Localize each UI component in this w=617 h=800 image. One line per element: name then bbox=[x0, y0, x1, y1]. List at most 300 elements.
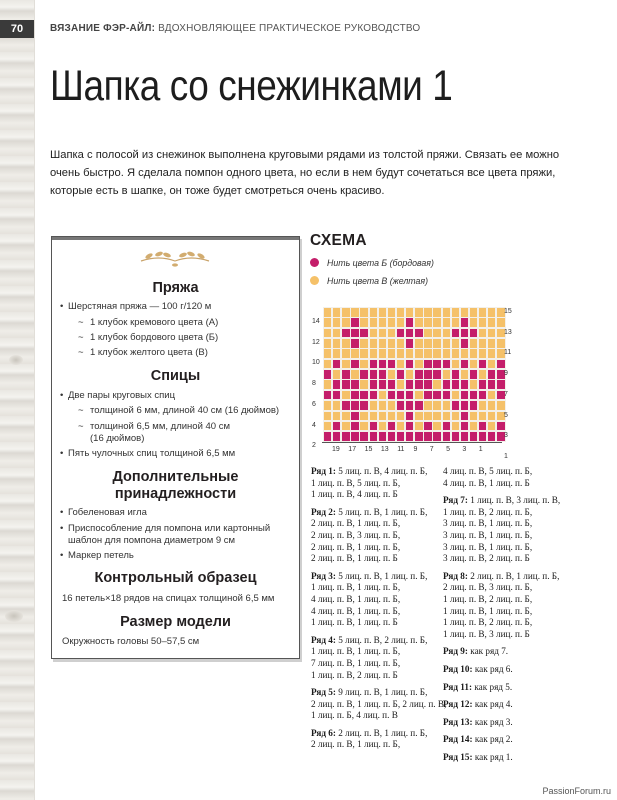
chart-cell bbox=[341, 431, 350, 442]
chart-cell bbox=[350, 328, 359, 339]
chart-cell bbox=[341, 348, 350, 359]
row-instruction-line: 4 лиц. п. В, 1 лиц. п. Б, bbox=[311, 593, 401, 604]
chart-cell bbox=[323, 400, 332, 411]
chart-cell bbox=[332, 421, 341, 432]
chart-cell bbox=[460, 411, 469, 422]
chart-cell bbox=[405, 348, 414, 359]
chart-cell bbox=[487, 338, 496, 349]
chart-cell bbox=[350, 359, 359, 370]
chart-row-label: 11 bbox=[504, 349, 512, 357]
yarn-main: • Шерстяная пряжа — 100 г/120 м bbox=[68, 301, 211, 313]
chart-cell bbox=[405, 400, 414, 411]
chart-cell bbox=[460, 328, 469, 339]
row-instruction-line: 1 лиц. п. В, 2 лиц. п. Б, bbox=[443, 593, 533, 604]
needles-dpn: • Пять чулочных спиц толщиной 6,5 мм bbox=[68, 448, 235, 460]
row-instruction-line: 7 лиц. п. В, 1 лиц. п. Б, bbox=[311, 657, 401, 668]
yarn-heading: Пряжа bbox=[152, 280, 199, 296]
row-instruction-line: Ряд 15: как ряд 1. bbox=[443, 751, 513, 762]
chart-cell bbox=[460, 338, 469, 349]
chart-cell bbox=[332, 400, 341, 411]
chart-cell bbox=[442, 369, 451, 380]
chart-cell bbox=[378, 369, 387, 380]
row-instruction-line: Ряд 2: 5 лиц. п. В, 1 лиц. п. Б, bbox=[311, 506, 428, 517]
chart-cell bbox=[496, 338, 505, 349]
chart-cell bbox=[432, 400, 441, 411]
row-instruction-line: 3 лиц. п. В, 2 лиц. п. Б bbox=[443, 553, 530, 564]
chart-col-label: 9 bbox=[413, 446, 418, 453]
chart-cell bbox=[414, 421, 423, 432]
chart-cell bbox=[414, 390, 423, 401]
chart-cell bbox=[378, 379, 387, 390]
chart-cell bbox=[414, 348, 423, 359]
chart-cell bbox=[323, 328, 332, 339]
chart-cell bbox=[478, 307, 487, 318]
chart-cell bbox=[387, 400, 396, 411]
chart-cell bbox=[469, 379, 478, 390]
chart-row-label: 7 bbox=[504, 390, 508, 398]
chart-row-label: 13 bbox=[504, 328, 512, 336]
chart-cell bbox=[469, 369, 478, 380]
leaf-ornament-icon bbox=[135, 247, 215, 269]
chart-cell bbox=[341, 369, 350, 380]
chart-cell bbox=[359, 369, 368, 380]
row-instruction-line: 1 лиц. п. В, 4 лиц. п. Б bbox=[311, 489, 398, 500]
chart-cell bbox=[423, 390, 432, 401]
chart-row-label: 4 bbox=[312, 421, 316, 429]
chart-cell bbox=[378, 359, 387, 370]
chart-col-label: 17 bbox=[348, 446, 357, 453]
chart-cell bbox=[432, 307, 441, 318]
chart-cell bbox=[369, 400, 378, 411]
chart-cell bbox=[442, 307, 451, 318]
chart-cell bbox=[378, 431, 387, 442]
row-instruction-line: Ряд 9: как ряд 7. bbox=[443, 646, 509, 657]
chart-cell bbox=[396, 421, 405, 432]
chart-cell bbox=[359, 348, 368, 359]
chart-cell bbox=[396, 338, 405, 349]
chart-cell bbox=[451, 317, 460, 328]
chart-row-label: 2 bbox=[312, 442, 316, 450]
chart-cell bbox=[341, 411, 350, 422]
chart-cell bbox=[378, 348, 387, 359]
row-instruction-line: 1 лиц. п. В, 1 лиц. п. Б bbox=[311, 617, 398, 628]
needles-item: ~ толщиной 6 мм, длиной 40 см (16 дюймов) bbox=[90, 405, 279, 417]
row-instruction-line: 3 лиц. п. В, 1 лиц. п. Б, bbox=[443, 541, 533, 552]
chart-cell bbox=[469, 411, 478, 422]
chart-cell bbox=[478, 369, 487, 380]
row-instruction-line: Ряд 14: как ряд 2. bbox=[443, 734, 513, 745]
chart-cell bbox=[378, 338, 387, 349]
chart-cell bbox=[396, 307, 405, 318]
chart-cell bbox=[460, 307, 469, 318]
chart-cell bbox=[469, 317, 478, 328]
watermark: PassionForum.ru bbox=[542, 786, 611, 796]
chart-cell bbox=[387, 411, 396, 422]
chart-cell bbox=[478, 431, 487, 442]
row-instructions-left bbox=[311, 466, 446, 751]
chart-cell bbox=[414, 307, 423, 318]
extras-item-cont: шаблон для помпона диаметром 9 см bbox=[68, 535, 236, 546]
chart-cell bbox=[396, 359, 405, 370]
chart-cell bbox=[423, 400, 432, 411]
chart-cell bbox=[323, 369, 332, 380]
chart-col-label: 15 bbox=[364, 446, 373, 453]
chart-cell bbox=[359, 379, 368, 390]
chart-cell bbox=[341, 338, 350, 349]
chart-cell bbox=[478, 359, 487, 370]
chart-cell bbox=[487, 317, 496, 328]
chart-cell bbox=[323, 390, 332, 401]
chart-cell bbox=[451, 411, 460, 422]
row-instruction-line: 1 лиц. п. В, 2 лиц. п. Б, bbox=[443, 617, 533, 628]
chart-cell bbox=[341, 379, 350, 390]
chart-cell bbox=[369, 307, 378, 318]
chart-row-label: 14 bbox=[312, 318, 320, 325]
chart-cell bbox=[396, 328, 405, 339]
chart-cell bbox=[387, 328, 396, 339]
row-instruction-line: Ряд 11: как ряд 5. bbox=[443, 681, 513, 692]
chart-cell bbox=[323, 421, 332, 432]
chart-cell bbox=[496, 400, 505, 411]
chart-cell bbox=[405, 307, 414, 318]
chart-cell bbox=[369, 379, 378, 390]
chart-cell bbox=[460, 369, 469, 380]
chart-cell bbox=[387, 348, 396, 359]
chart-cell bbox=[432, 431, 441, 442]
chart-cell bbox=[405, 317, 414, 328]
row-instruction-line: Ряд 7: 1 лиц. п. В, 3 лиц. п. В, bbox=[443, 495, 561, 506]
chart-cell bbox=[460, 390, 469, 401]
chart-cell bbox=[405, 411, 414, 422]
chart-cell bbox=[478, 338, 487, 349]
chart-cell bbox=[414, 359, 423, 370]
chart-cell bbox=[442, 390, 451, 401]
row-instruction-line: 2 лиц. п. В, 1 лиц. п. Б, bbox=[311, 518, 401, 529]
chart-cell bbox=[332, 307, 341, 318]
chart-cell bbox=[423, 411, 432, 422]
chart-cell bbox=[396, 379, 405, 390]
chart-cell bbox=[323, 307, 332, 318]
chart-cell bbox=[396, 431, 405, 442]
chart-col-label: 7 bbox=[429, 446, 434, 453]
chart-cell bbox=[387, 317, 396, 328]
chart-cell bbox=[423, 348, 432, 359]
chart-cell bbox=[469, 431, 478, 442]
chart-cell bbox=[369, 421, 378, 432]
gauge-text: 16 петель×18 рядов на спицах толщиной 6,5 мм bbox=[62, 593, 275, 604]
chart-cell bbox=[369, 411, 378, 422]
chart-cell bbox=[387, 390, 396, 401]
chart-cell bbox=[442, 431, 451, 442]
row-instruction-line: Ряд 13: как ряд 3. bbox=[443, 716, 513, 727]
chart-cell bbox=[359, 390, 368, 401]
chart-cell bbox=[432, 379, 441, 390]
row-instruction-line: 4 лиц. п. В, 1 лиц. п. Б bbox=[443, 477, 530, 488]
chart-cell bbox=[387, 421, 396, 432]
chart-cell bbox=[350, 411, 359, 422]
chart-cell bbox=[405, 359, 414, 370]
row-instruction-line: 3 лиц. п. В, 1 лиц. п. Б, bbox=[443, 529, 533, 540]
chart-cell bbox=[332, 369, 341, 380]
chart-cell bbox=[423, 431, 432, 442]
chart-cell bbox=[487, 411, 496, 422]
chart-cell bbox=[496, 359, 505, 370]
chart-cell bbox=[332, 359, 341, 370]
chart-cell bbox=[460, 317, 469, 328]
chart-cell bbox=[451, 338, 460, 349]
needles-main: • Две пары круговых спиц bbox=[68, 390, 175, 402]
row-instruction-line: Ряд 4: 5 лиц. п. В, 2 лиц. п. Б, bbox=[311, 634, 428, 645]
chart-cell bbox=[341, 400, 350, 411]
chart-cell bbox=[387, 431, 396, 442]
chart-cell bbox=[369, 431, 378, 442]
gauge-heading: Контрольный образец bbox=[94, 570, 257, 586]
chart-cell bbox=[405, 421, 414, 432]
wood-knot bbox=[5, 610, 23, 622]
chart-cell bbox=[496, 379, 505, 390]
chart-cell bbox=[414, 338, 423, 349]
chart-cell bbox=[359, 421, 368, 432]
chart-cell bbox=[451, 359, 460, 370]
chart-cell bbox=[451, 369, 460, 380]
row-instruction-line: 1 лиц. п. Б, 4 лиц. п. В bbox=[311, 710, 398, 721]
chart-cell bbox=[332, 328, 341, 339]
chart-cell bbox=[460, 400, 469, 411]
needles-heading: Спицы bbox=[150, 368, 201, 384]
row-instruction-line: 1 лиц. п. В, 1 лиц. п. Б, bbox=[443, 605, 533, 616]
chart-cell bbox=[359, 411, 368, 422]
chart-row-label: 15 bbox=[504, 308, 512, 315]
row-instruction-line: Ряд 3: 5 лиц. п. В, 1 лиц. п. Б, bbox=[311, 570, 428, 581]
chart-cell bbox=[423, 307, 432, 318]
chart-cell bbox=[378, 421, 387, 432]
chart-cell bbox=[460, 421, 469, 432]
chart-cell bbox=[350, 338, 359, 349]
row-instruction-line: Ряд 5: 9 лиц. п. В, 1 лиц. п. Б, bbox=[311, 687, 428, 698]
chart-cell bbox=[332, 431, 341, 442]
chart-cell bbox=[423, 421, 432, 432]
chart-cell bbox=[341, 328, 350, 339]
chart-cell bbox=[442, 421, 451, 432]
chart-cell bbox=[487, 431, 496, 442]
row-instruction-line: 2 лиц. п. В, 3 лиц. п. Б, bbox=[443, 582, 533, 593]
chart-col-label: 1 bbox=[478, 446, 483, 453]
extras-item: • Маркер петель bbox=[68, 550, 134, 562]
chart-cell bbox=[387, 338, 396, 349]
chart-cell bbox=[451, 421, 460, 432]
chart-cell bbox=[432, 359, 441, 370]
chart-row-label: 3 bbox=[504, 432, 508, 440]
row-instruction-line: 1 лиц. п. В, 5 лиц. п. Б, bbox=[311, 477, 401, 488]
chart-cell bbox=[378, 400, 387, 411]
chart-cell bbox=[350, 379, 359, 390]
chart-cell bbox=[414, 317, 423, 328]
chart-cell bbox=[460, 348, 469, 359]
chart-col-label: 13 bbox=[380, 446, 389, 453]
chart-cell bbox=[378, 390, 387, 401]
chart-cell bbox=[442, 317, 451, 328]
chart-cell bbox=[460, 379, 469, 390]
chart-cell bbox=[369, 390, 378, 401]
chart-cell bbox=[359, 328, 368, 339]
chart-cell bbox=[396, 390, 405, 401]
chart-cell bbox=[423, 359, 432, 370]
chart-row-label: 1 bbox=[504, 452, 508, 460]
chart-cell bbox=[423, 369, 432, 380]
materials-box bbox=[51, 236, 300, 659]
row-instruction-line: 2 лиц. п. В, 1 лиц. п. Б, bbox=[311, 739, 401, 750]
chart-cell bbox=[487, 400, 496, 411]
chart-cell bbox=[451, 400, 460, 411]
row-instruction-line: Ряд 1: 5 лиц. п. В, 4 лиц. п. Б, bbox=[311, 466, 428, 476]
chart-cell bbox=[414, 369, 423, 380]
chart-cell bbox=[414, 411, 423, 422]
chart-col-label: 5 bbox=[446, 446, 450, 453]
extras-heading: Дополнительные принадлежности bbox=[112, 469, 239, 502]
chart-cell bbox=[442, 348, 451, 359]
legend-v-swatch bbox=[310, 276, 319, 285]
row-instruction-line: 1 лиц. п. В, 1 лиц. п. Б, bbox=[311, 582, 401, 593]
chart-cell bbox=[341, 390, 350, 401]
size-text: Окружность головы 50–57,5 см bbox=[62, 636, 200, 647]
chart-cell bbox=[359, 317, 368, 328]
chart-cell bbox=[332, 348, 341, 359]
chart-cell bbox=[460, 359, 469, 370]
legend-v: Нить цвета В (желтая) bbox=[310, 276, 428, 286]
chart-cell bbox=[359, 431, 368, 442]
chart-column-axis bbox=[322, 442, 502, 456]
chart-cell bbox=[469, 348, 478, 359]
chart-cell bbox=[396, 400, 405, 411]
row-instruction-line: Ряд 12: как ряд 4. bbox=[443, 699, 513, 710]
chart-cell bbox=[423, 328, 432, 339]
chart-cell bbox=[341, 317, 350, 328]
chart-cell bbox=[487, 328, 496, 339]
chart-cell bbox=[332, 338, 341, 349]
chart-cell bbox=[405, 328, 414, 339]
needles-item-cont: (16 дюймов) bbox=[90, 433, 145, 444]
yarn-item: ~ 1 клубок кремового цвета (А) bbox=[90, 317, 218, 329]
chart-cell bbox=[414, 328, 423, 339]
chart-cell bbox=[423, 379, 432, 390]
size-heading: Размер модели bbox=[120, 614, 231, 630]
chart-cell bbox=[487, 369, 496, 380]
row-instruction-line: Ряд 6: 2 лиц. п. В, 1 лиц. п. Б, bbox=[311, 727, 428, 738]
chart-row-label: 8 bbox=[312, 380, 316, 388]
chart-cell bbox=[323, 348, 332, 359]
row-instruction-line: 1 лиц. п. В, 3 лиц. п. Б bbox=[443, 628, 530, 639]
chart-cell bbox=[432, 411, 441, 422]
chart-cell bbox=[396, 317, 405, 328]
chart-cell bbox=[332, 411, 341, 422]
chart-cell bbox=[350, 400, 359, 411]
yarn-item: ~ 1 клубок бордового цвета (Б) bbox=[90, 332, 218, 344]
chart-cell bbox=[469, 390, 478, 401]
chart-col-label: 3 bbox=[462, 446, 467, 453]
chart-cell bbox=[432, 390, 441, 401]
wood-border bbox=[0, 0, 35, 800]
chart-cell bbox=[451, 328, 460, 339]
chart-cell bbox=[359, 338, 368, 349]
chart-cell bbox=[350, 317, 359, 328]
chart-cell bbox=[469, 421, 478, 432]
row-instruction-line: 2 лиц. п. В, 1 лиц. п. Б bbox=[311, 553, 398, 564]
row-instruction-line: 2 лиц. п. В, 3 лиц. п. Б, bbox=[311, 529, 401, 540]
chart-cell bbox=[478, 411, 487, 422]
chart-cell bbox=[332, 379, 341, 390]
chart-cell bbox=[478, 400, 487, 411]
chart-row-label: 5 bbox=[504, 411, 508, 419]
chart-cell bbox=[432, 421, 441, 432]
row-instruction-line: 1 лиц. п. В, 2 лиц. п. Б, bbox=[443, 506, 533, 517]
chart-cell bbox=[442, 411, 451, 422]
chart-cell bbox=[350, 348, 359, 359]
chart-cell bbox=[323, 338, 332, 349]
chart-cell bbox=[460, 431, 469, 442]
row-instruction-line: 2 лиц. п. В, 1 лиц. п. Б, 2 лиц. п. В, bbox=[311, 698, 447, 709]
chart-cell bbox=[323, 431, 332, 442]
wood-knot bbox=[9, 355, 23, 365]
chart-cell bbox=[359, 359, 368, 370]
chart-cell bbox=[369, 328, 378, 339]
chart-cell bbox=[414, 431, 423, 442]
chart-cell bbox=[396, 348, 405, 359]
chart-cell bbox=[469, 400, 478, 411]
chart-cell bbox=[405, 369, 414, 380]
chart-cell bbox=[451, 348, 460, 359]
row-instruction-line: 1 лиц. п. В, 1 лиц. п. Б, bbox=[311, 646, 401, 657]
row-instruction-line: 3 лиц. п. В, 1 лиц. п. Б, bbox=[443, 518, 533, 529]
chart-cell bbox=[323, 379, 332, 390]
chart-cell bbox=[369, 359, 378, 370]
chart-cell bbox=[478, 421, 487, 432]
chart-cell bbox=[478, 328, 487, 339]
row-instruction-line: Ряд 8: 2 лиц. п. В, 1 лиц. п. Б, bbox=[443, 570, 560, 581]
chart-cell bbox=[405, 338, 414, 349]
chart-cell bbox=[378, 411, 387, 422]
chart-cell bbox=[487, 359, 496, 370]
chart-cell bbox=[350, 369, 359, 380]
page-number: 70 bbox=[0, 20, 34, 38]
chart-cell bbox=[496, 421, 505, 432]
chart-cell bbox=[369, 369, 378, 380]
chart-cell bbox=[432, 369, 441, 380]
chart-cell bbox=[423, 317, 432, 328]
row-instruction-line: Ряд 10: как ряд 6. bbox=[443, 663, 513, 674]
chart-cell bbox=[451, 307, 460, 318]
chart-row-label: 10 bbox=[312, 359, 320, 367]
chart-cell bbox=[414, 379, 423, 390]
chart-cell bbox=[487, 390, 496, 401]
chart-cell bbox=[350, 421, 359, 432]
chart-cell bbox=[341, 307, 350, 318]
needles-item: ~ толщиной 6,5 мм, длиной 40 см bbox=[90, 421, 230, 433]
chart-row-label: 12 bbox=[312, 338, 320, 346]
chart-cell bbox=[487, 379, 496, 390]
chart-cell bbox=[387, 307, 396, 318]
chart-cell bbox=[487, 307, 496, 318]
chart-cell bbox=[350, 307, 359, 318]
legend-b-swatch bbox=[310, 258, 319, 267]
chart-cell bbox=[405, 379, 414, 390]
chart-cell bbox=[432, 328, 441, 339]
page-title: Шапка со снежинками 1 bbox=[50, 62, 453, 110]
chart-cell bbox=[323, 317, 332, 328]
chart-cell bbox=[487, 348, 496, 359]
chart-cell bbox=[469, 328, 478, 339]
chart-cell bbox=[369, 317, 378, 328]
chart-cell bbox=[332, 390, 341, 401]
